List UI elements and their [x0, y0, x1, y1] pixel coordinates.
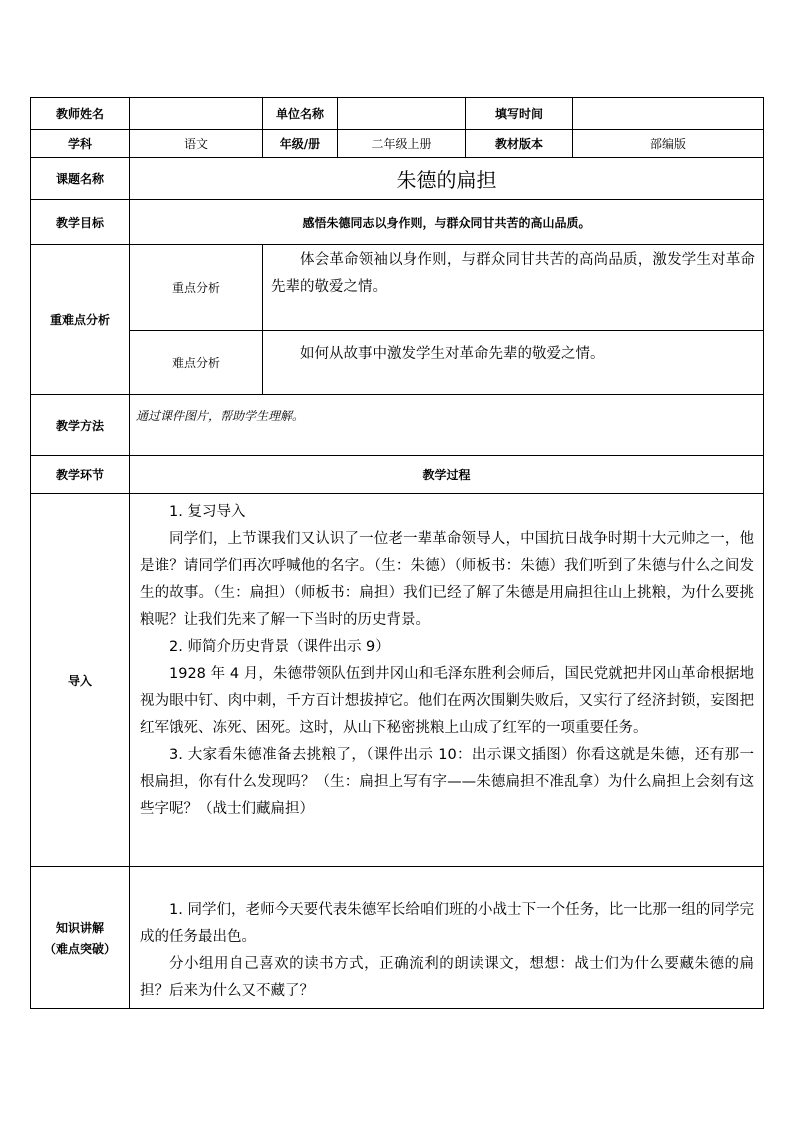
knowledge-text [140, 897, 754, 1005]
teaching-goal-label: 教学目标 [31, 200, 130, 245]
knowledge-label-line-1: 知识讲解 [55, 920, 104, 935]
fill-date-value[interactable] [573, 98, 763, 130]
difficulty-label: 难点分析 [130, 331, 263, 395]
subject-label: 学科 [31, 130, 130, 158]
teaching-goal-text: 感悟朱德同志以身作则，与群众同甘共苦的高山品质。 [130, 200, 763, 245]
lesson-title-label: 课题名称 [31, 158, 130, 200]
teaching-method-label: 教学方法 [31, 395, 130, 456]
intro-label: 导入 [31, 494, 130, 867]
lesson-plan-table [30, 97, 764, 1009]
edition-label: 教材版本 [466, 130, 573, 158]
intro-paragraph-2: 1928 年 4 月，朱德带领队伍到井冈山和毛泽东胜利会师后，国民党就把井冈山革命根据地视为眼中钉、肉中刺，千方百计想拔掉它。他们在两次围剿失败后，又实行了经济封锁，妄图把红军饿死、冻死、困死。这时，从山下秘密挑粮上山成了红军的一项重要任务。 [140, 666, 754, 736]
knowledge-cell [130, 867, 763, 1008]
intro-step-1: 1. 复习导入 [169, 504, 246, 520]
knowledge-paragraph-2: 分小组用自己喜欢的读书方式，正确流利的朗读课文，想想：战士们为什么要藏朱德的扁担？后来为什么又不藏了？ [140, 956, 754, 999]
subject-value: 语文 [130, 130, 263, 158]
teaching-method-text: 通过课件图片，帮助学生理解。 [130, 395, 763, 456]
teacher-name-label: 教师姓名 [31, 98, 130, 130]
intro-step-3: 3. 大家看朱德准备去挑粮了，（课件出示 10：出示课文插图）你看这就是朱德，还有那一根扁担，你有什么发现吗？（生：扁担上写有字——朱德扁担不准乱拿）为什么扁担上会刻有这些字呢？（战士们藏扁担） [140, 747, 754, 817]
grade-value: 二年级上册 [338, 130, 466, 158]
teaching-process-label: 教学过程 [130, 456, 763, 494]
unit-name-value[interactable] [338, 98, 466, 130]
fill-date-label: 填写时间 [466, 98, 573, 130]
lesson-title: 朱德的扁担 [130, 158, 763, 200]
key-difficulty-label: 重难点分析 [31, 245, 130, 395]
difficulty-text: 如何从故事中激发学生对革命先辈的敬爱之情。 [300, 346, 605, 362]
teaching-stage-label: 教学环节 [31, 456, 130, 494]
unit-name-label: 单位名称 [263, 98, 338, 130]
difficulty-cell [263, 331, 763, 395]
key-point-label: 重点分析 [130, 245, 263, 331]
knowledge-label [31, 867, 130, 1008]
intro-text [140, 499, 754, 823]
intro-cell [130, 494, 763, 867]
edition-value: 部编版 [573, 130, 763, 158]
knowledge-paragraph-1: 1. 同学们，老师今天要代表朱德军长给咱们班的小战士下一个任务，比一比那一组的同学完成的任务最出色。 [140, 902, 754, 945]
knowledge-label-line-2: （难点突破） [43, 941, 116, 956]
intro-paragraph-1: 同学们，上节课我们又认识了一位老一辈革命领导人，中国抗日战争时期十大元帅之一，他是谁？请同学们再次呼喊他的名字。（生：朱德）（师板书：朱德）我们听到了朱德与什么之间发生的故事。（生：扁担）（师板书：扁担）我们已经了解了朱德是用扁担往山上挑粮，为什么要挑粮呢？让我们先来了解一下当时的历史背景。 [140, 531, 754, 628]
key-point-cell [263, 245, 763, 331]
grade-label: 年级/册 [263, 130, 338, 158]
key-point-text: 体会革命领袖以身作则，与群众同甘共苦的高尚品质，激发学生对革命先辈的敬爱之情。 [271, 252, 755, 295]
intro-step-2: 2. 师简介历史背景（课件出示 9） [169, 639, 390, 655]
teacher-name-value[interactable] [130, 98, 263, 130]
